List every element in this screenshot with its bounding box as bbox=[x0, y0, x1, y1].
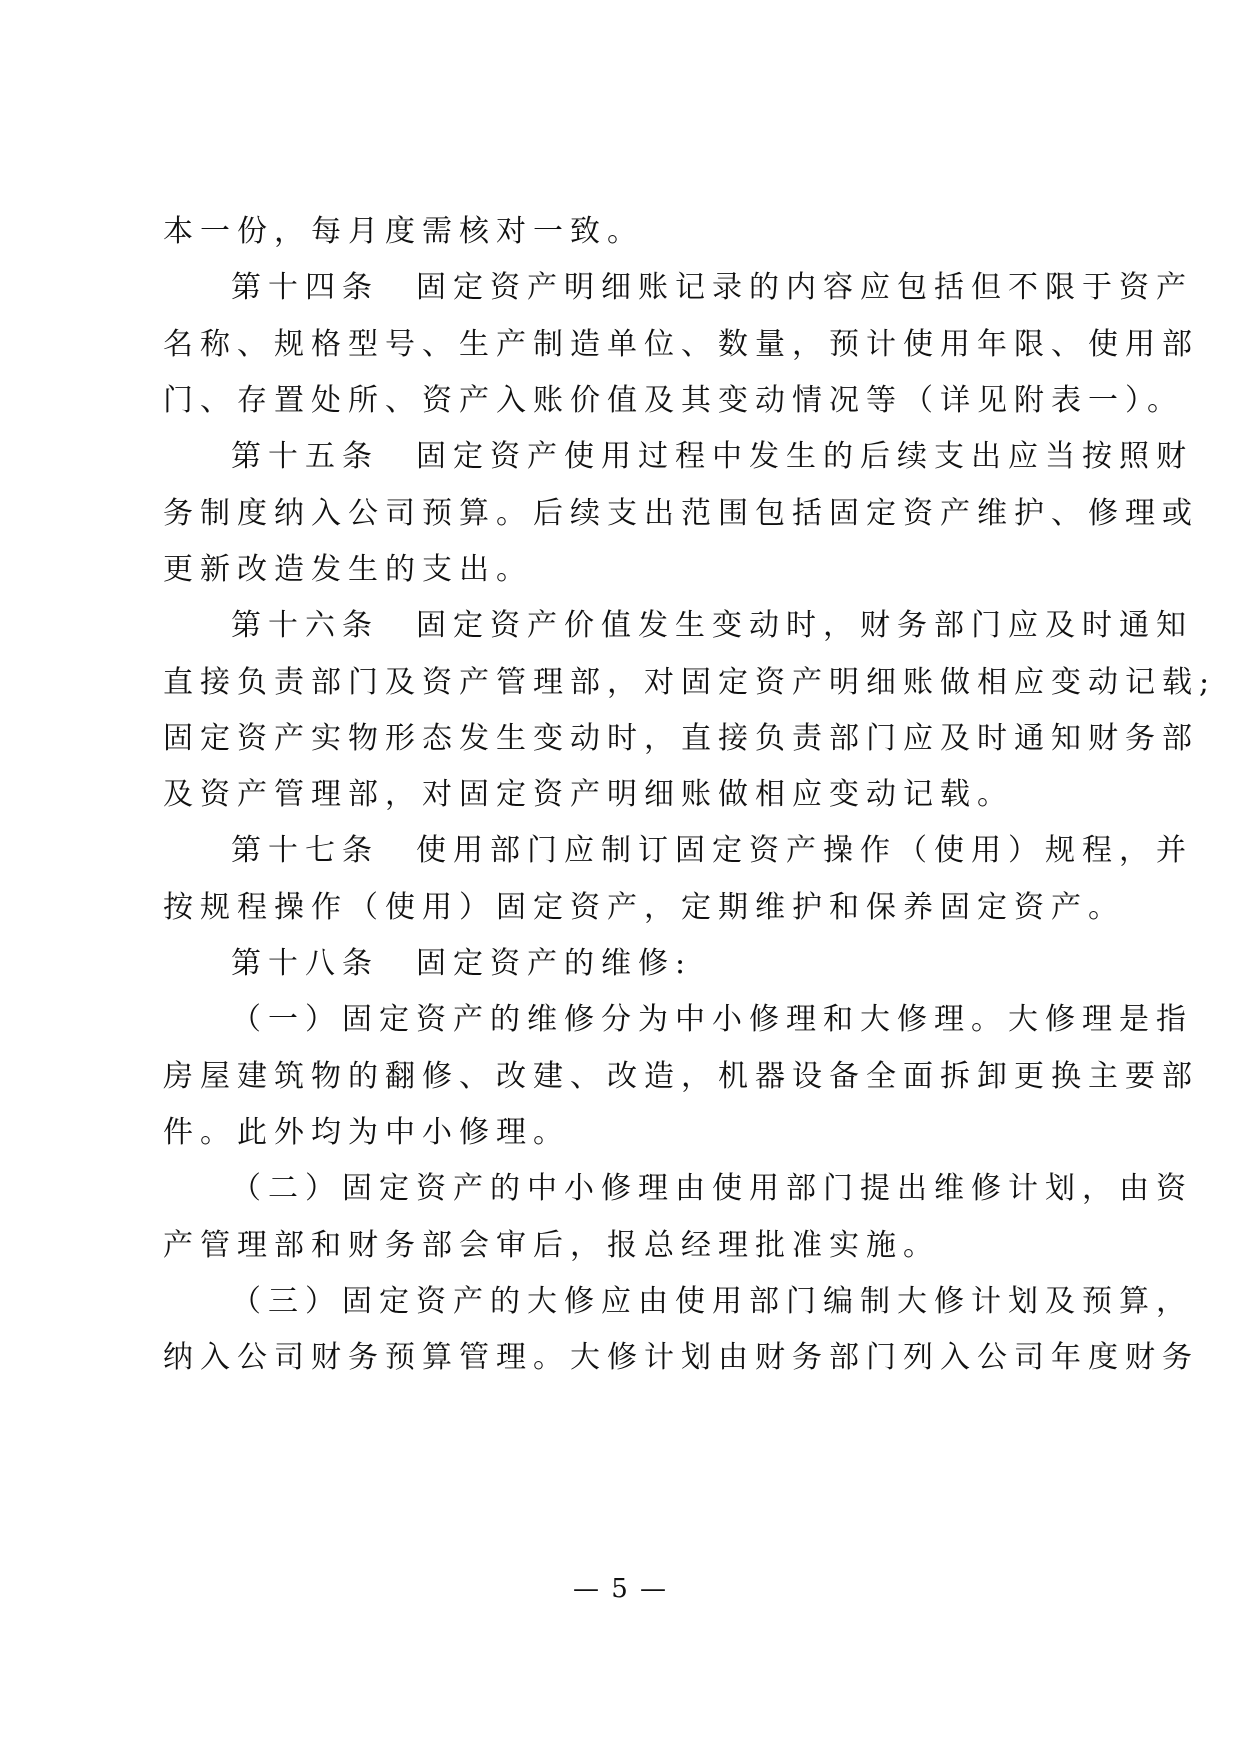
text-line: 门、存置处所、资产入账价值及其变动情况等（详见附表一）。 bbox=[163, 383, 1184, 418]
page-number: — 5 — bbox=[572, 1574, 669, 1604]
text-line: （一）固定资产的维修分为中小修理和大修理。大修理是指 bbox=[231, 1002, 1193, 1037]
text-line: 按规程操作（使用）固定资产，定期维护和保养固定资产。 bbox=[163, 890, 1125, 925]
text-line: 第十七条 使用部门应制订固定资产操作（使用）规程，并 bbox=[231, 833, 1193, 868]
text-line: 第十八条 固定资产的维修: bbox=[231, 946, 693, 981]
text-line: 名称、规格型号、生产制造单位、数量，预计使用年限、使用部 bbox=[163, 327, 1199, 362]
text-line: 直接负责部门及资产管理部，对固定资产明细账做相应变动记载; bbox=[163, 665, 1217, 700]
text-line: 纳入公司财务预算管理。大修计划由财务部门列入公司年度财务 bbox=[163, 1340, 1199, 1375]
text-line: （二）固定资产的中小修理由使用部门提出维修计划，由资 bbox=[231, 1171, 1193, 1206]
text-line: 更新改造发生的支出。 bbox=[163, 552, 533, 587]
text-line: 第十六条 固定资产价值发生变动时，财务部门应及时通知 bbox=[231, 608, 1193, 643]
text-line: 第十四条 固定资产明细账记录的内容应包括但不限于资产 bbox=[231, 270, 1193, 305]
text-line: 本一份，每月度需核对一致。 bbox=[163, 214, 644, 249]
text-line: 产管理部和财务部会审后，报总经理批准实施。 bbox=[163, 1228, 940, 1263]
text-line: 件。此外均为中小修理。 bbox=[163, 1115, 570, 1150]
text-line: 及资产管理部，对固定资产明细账做相应变动记载。 bbox=[163, 777, 1014, 812]
text-line: （三）固定资产的大修应由使用部门编制大修计划及预算， bbox=[231, 1284, 1193, 1319]
text-line: 务制度纳入公司预算。后续支出范围包括固定资产维护、修理或 bbox=[163, 496, 1199, 531]
text-line: 固定资产实物形态发生变动时，直接负责部门应及时通知财务部 bbox=[163, 721, 1199, 756]
text-line: 第十五条 固定资产使用过程中发生的后续支出应当按照财 bbox=[231, 439, 1193, 474]
text-line: 房屋建筑物的翻修、改建、改造，机器设备全面拆卸更换主要部 bbox=[163, 1059, 1199, 1094]
